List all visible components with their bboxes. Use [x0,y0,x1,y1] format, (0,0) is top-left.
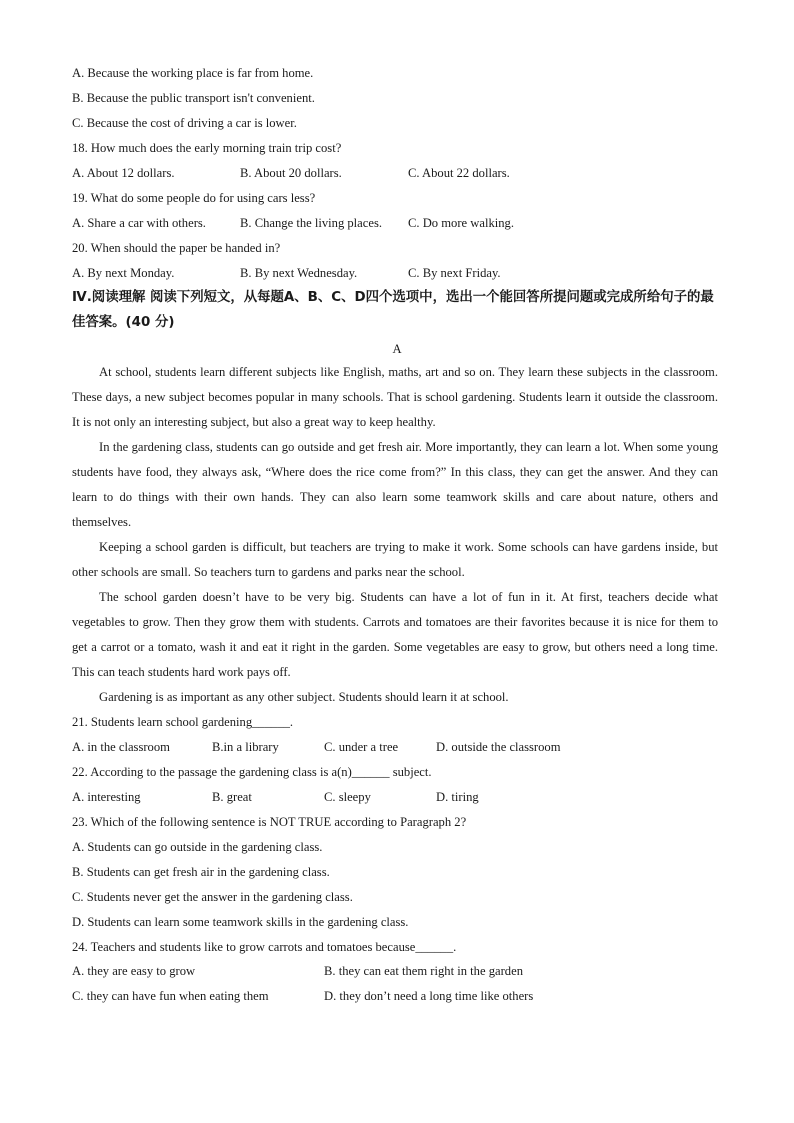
q20-option-b: B. By next Wednesday. [240,266,358,280]
q21-option-c: C. under a tree [324,740,399,754]
q18-option-b: B. About 20 dollars. [240,166,342,180]
q19-option-b: B. Change the living places. [240,216,382,230]
passage [72,360,718,710]
q24-option-d: D. they don’t need a long time like others [324,989,534,1003]
q19-option-a: A. Share a car with others. [72,216,206,230]
passage-paragraph-5: Gardening is as important as any other subject. Students should learn it at school. [99,690,509,704]
q21-option-b: B.in a library [212,740,279,754]
q22-stem: 22. According to the passage the gardening class is a(n)______ subject. [72,765,432,779]
passage-label: A [392,342,402,356]
q23-option-d: D. Students can learn some teamwork skills in the gardening class. [72,915,409,929]
q20-option-a: A. By next Monday. [72,266,175,280]
passage-paragraph-3: Keeping a school garden is difficult, but teachers are trying to make it work. Some schools can have gardens inside, but other schools are small. So teachers turn to gardens and parks near the school. [72,540,718,579]
q22-option-d: D. tiring [436,790,479,804]
q20-option-c: C. By next Friday. [408,266,501,280]
q18-option-c: C. About 22 dollars. [408,166,510,180]
passage-paragraph-1: At school, students learn different subjects like English, maths, art and so on. They learn these subjects in the classroom. These days, a new subject becomes popular in many schools. That is school gardening. Students learn it outside the classroom. It is not only an interesting subject, but also a great way to keep healthy. [72,365,718,429]
q22-option-a: A. interesting [72,790,141,804]
q24-stem: 24. Teachers and students like to grow carrots and tomatoes because______. [72,940,457,954]
passage-paragraph-2: In the gardening class, students can go outside and get fresh air. More importantly, they can learn a lot. When some young students have food, they always ask, “Where does the rice come from?” In this class, they can get the answer. And they can learn to do things with their own hands. They can also learn some teamwork skills and care about nature, others and themselves. [72,440,718,529]
q18-option-a: A. About 12 dollars. [72,166,175,180]
q24-option-c: C. they can have fun when eating them [72,989,269,1003]
q23-stem: 23. Which of the following sentence is NOT TRUE according to Paragraph 2? [72,815,467,829]
q19-option-c: C. Do more walking. [408,216,514,230]
section-heading: Ⅳ.阅读理解 阅读下列短文，从每题A、B、C、D四个选项中，选出一个能回答所提问题或完成所给句子的最佳答案。(40 分) [72,290,714,330]
q20-stem: 20. When should the paper be handed in? [72,241,281,255]
q22-option-b: B. great [212,790,252,804]
q24-option-b: B. they can eat them right in the garden [324,964,523,978]
q23-option-b: B. Students can get fresh air in the gardening class. [72,865,330,879]
q23-option-c: C. Students never get the answer in the gardening class. [72,890,353,904]
q18-stem: 18. How much does the early morning train trip cost? [72,141,342,155]
q21-stem: 21. Students learn school gardening______. [72,715,294,729]
q19-stem: 19. What do some people do for using cars less? [72,191,316,205]
q22-option-c: C. sleepy [324,790,371,804]
passage-paragraph-4: The school garden doesn’t have to be very big. Students can have a lot of fun in it. At first, teachers decide what vegetables to grow. Then they grow them with students. Carrots and tomatoes are their favorites because it is nice for them to get a carrot or a tomato, wash it and eat it right in the garden. Some vegetables are easy to grow, but others need a long time. This can teach students hard work pays off. [72,590,718,679]
prev-option-c: C. Because the cost of driving a car is lower. [72,116,297,130]
prev-option-b: B. Because the public transport isn't convenient. [72,91,315,105]
prev-option-a: A. Because the working place is far from home. [72,66,314,80]
q23-option-a: A. Students can go outside in the gardening class. [72,840,323,854]
q21-option-d: D. outside the classroom [436,740,561,754]
q21-option-a: A. in the classroom [72,740,170,754]
q24-option-a: A. they are easy to grow [72,964,196,978]
